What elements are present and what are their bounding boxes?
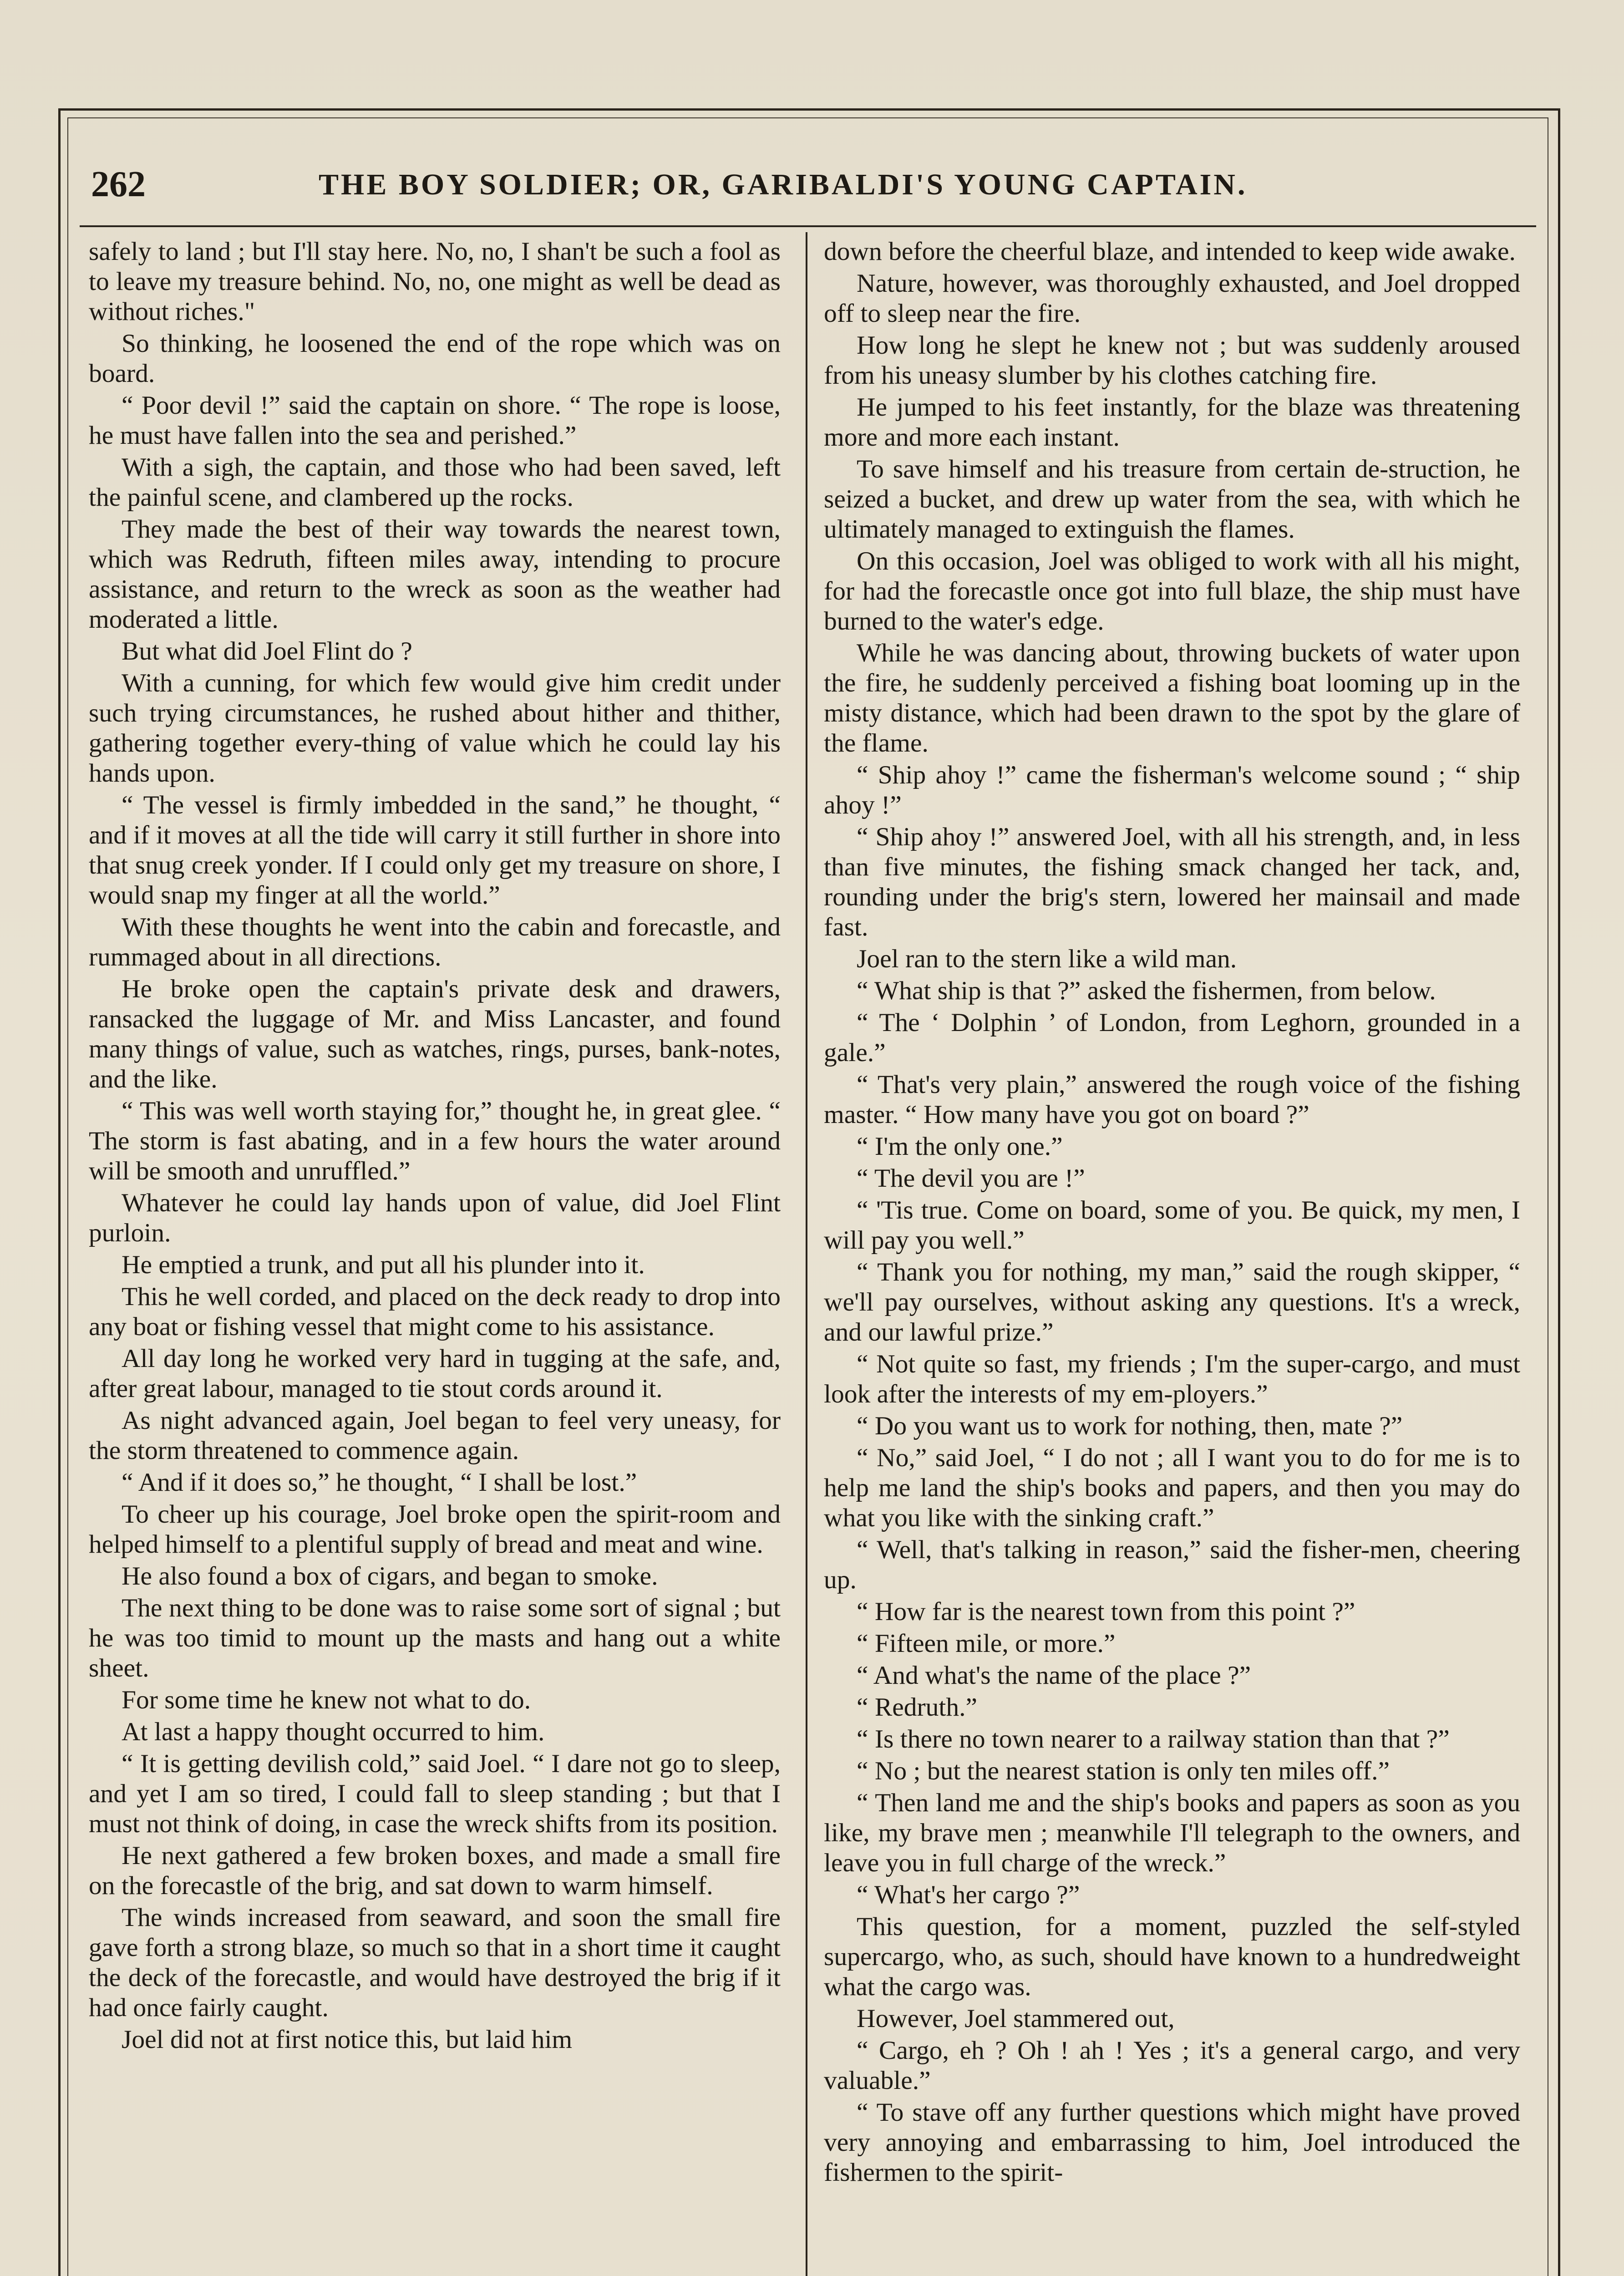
- paragraph: But what did Joel Flint do ?: [122, 637, 412, 666]
- paragraph: Joel did not at first notice this, but laid him: [122, 2025, 573, 2054]
- paragraph: To save himself and his treasure from certain de-struction, he seized a bucket, and drew up water from the sea, with which he ultimately managed to extinguish the flames.: [824, 455, 1520, 544]
- paragraph: “ Thank you for nothing, my man,” said the rough skipper, “ we'll pay ourselves, without asking any questions. It's a wreck, and our lawful prize.”: [824, 1258, 1520, 1346]
- paragraph: down before the cheerful blaze, and intended to keep wide awake.: [824, 237, 1516, 266]
- paragraph: How long he slept he knew not ; but was suddenly aroused from his uneasy slumber by his clothes catching fire.: [824, 331, 1520, 390]
- paragraph: “ Poor devil !” said the captain on shore. “ The rope is loose, he must have fallen into the sea and perished.”: [89, 391, 781, 450]
- paragraph: This he well corded, and placed on the deck ready to drop into any boat or fishing vessel that might come to his assistance.: [89, 1282, 781, 1341]
- paragraph: “ I'm the only one.”: [857, 1132, 1063, 1161]
- running-title: THE BOY SOLDIER; OR, GARIBALDI'S YOUNG CAPTAIN.: [319, 168, 1248, 201]
- paragraph: “ No ; but the nearest station is only ten miles off.”: [857, 1757, 1390, 1785]
- paragraph: At last a happy thought occurred to him.: [122, 1717, 545, 1746]
- paragraph: “ Well, that's talking in reason,” said the fisher-men, cheering up.: [824, 1535, 1520, 1594]
- paragraph: “ The vessel is firmly imbedded in the sand,” he thought, “ and if it moves at all the tide will carry it still further in shore into that snug creek yonder. If I could only get my treasure on shore, I would snap my finger at all the world.”: [89, 791, 781, 909]
- paragraph: “ Fifteen mile, or more.”: [857, 1629, 1116, 1658]
- paragraph: “ 'Tis true. Come on board, some of you. Be quick, my men, I will pay you well.”: [824, 1196, 1520, 1255]
- paragraph: However, Joel stammered out,: [857, 2004, 1175, 2033]
- paragraph: “ Then land me and the ship's books and papers as soon as you like, my brave men ; meanwhile I'll telegraph to the owners, and leave you in full charge of the wreck.”: [824, 1788, 1520, 1877]
- paragraph: “ How far is the nearest town from this point ?”: [857, 1597, 1355, 1626]
- paragraph: While he was dancing about, throwing buckets of water upon the fire, he suddenly perceived a fishing boat looming up in the misty distance, which had been drawn to the spot by the glare of the flame.: [824, 639, 1520, 757]
- paragraph: He jumped to his feet instantly, for the blaze was threatening more and more each instant.: [824, 393, 1520, 452]
- paragraph: Nature, however, was thoroughly exhausted, and Joel dropped off to sleep near the fire.: [824, 269, 1520, 328]
- paragraph: The next thing to be done was to raise some sort of signal ; but he was too timid to mount up the masts and hang out a white sheet.: [89, 1594, 781, 1682]
- paragraph: “ And if it does so,” he thought, “ I shall be lost.”: [122, 1468, 637, 1497]
- paragraph: He emptied a trunk, and put all his plunder into it.: [122, 1250, 645, 1279]
- paragraph: Whatever he could lay hands upon of value, did Joel Flint purloin.: [89, 1189, 781, 1247]
- paragraph: “ Ship ahoy !” answered Joel, with all his strength, and, in less than five minutes, the fishing smack changed her tack, and, rounding under the brig's stern, lowered her mainsail and made fast.: [824, 823, 1520, 941]
- paragraph: He broke open the captain's private desk and drawers, ransacked the luggage of Mr. and Miss Lancaster, and found many things of value, such as watches, rings, purses, bank-notes, and the like.: [89, 975, 781, 1093]
- paragraph: “ Do you want us to work for nothing, then, mate ?”: [857, 1412, 1403, 1440]
- paragraph: On this occasion, Joel was obliged to work with all his might, for had the forecastle once got into full blaze, the ship must have burned to the water's edge.: [824, 547, 1520, 635]
- column-divider: [806, 232, 807, 2276]
- paragraph: “ The ‘ Dolphin ’ of London, from Leghorn, grounded in a gale.”: [824, 1008, 1520, 1067]
- paragraph: “ No,” said Joel, “ I do not ; all I want you to do for me is to help me land the ship's books and papers, and then you may do what you like with the sinking craft.”: [824, 1443, 1520, 1532]
- paragraph: With these thoughts he went into the cabin and forecastle, and rummaged about in all directions.: [89, 913, 781, 971]
- paragraph: He also found a box of cigars, and began to smoke.: [122, 1562, 658, 1590]
- paragraph: He next gathered a few broken boxes, and made a small fire on the forecastle of the brig, and sat down to warm himself.: [89, 1841, 781, 1900]
- paragraph: “ Cargo, eh ? Oh ! ah ! Yes ; it's a general cargo, and very valuable.”: [824, 2036, 1520, 2095]
- paragraph: “ Not quite so fast, my friends ; I'm the super-cargo, and must look after the interests of my em-ployers.”: [824, 1350, 1520, 1408]
- paragraph: This question, for a moment, puzzled the self-styled supercargo, who, as such, should have known to a hundredweight what the cargo was.: [824, 1912, 1520, 2001]
- paragraph: “ To stave off any further questions which might have proved very annoying and embarrassing to him, Joel introduced the fishermen to the spirit-: [824, 2098, 1520, 2187]
- paragraph: As night advanced again, Joel began to feel very uneasy, for the storm threatened to commence again.: [89, 1406, 781, 1465]
- paragraph: “ What's her cargo ?”: [857, 1880, 1080, 1909]
- paragraph: All day long he worked very hard in tugging at the safe, and, after great labour, managed to tie stout cords around it.: [89, 1344, 781, 1403]
- paragraph: For some time he knew not what to do.: [122, 1686, 531, 1714]
- paragraph: They made the best of their way towards the nearest town, which was Redruth, fifteen miles away, intending to procure assistance, and return to the wreck as soon as the weather had moderated a little.: [89, 515, 781, 634]
- paragraph: With a sigh, the captain, and those who had been saved, left the painful scene, and clambered up the rocks.: [89, 453, 781, 512]
- paragraph: “ It is getting devilish cold,” said Joel. “ I dare not go to sleep, and yet I am so tired, I could fall to sleep standing ; but that I must not think of doing, in case the wreck shifts from its position.: [89, 1749, 781, 1838]
- paragraph: “ This was well worth staying for,” thought he, in great glee. “ The storm is fast abating, and in a few hours the water around will be smooth and unruffled.”: [89, 1097, 781, 1185]
- header-rule: [80, 225, 1536, 227]
- left-text-column: [89, 237, 781, 2276]
- right-text-column: [824, 237, 1520, 2276]
- paragraph: Joel ran to the stern like a wild man.: [857, 945, 1237, 973]
- paragraph: “ What ship is that ?” asked the fishermen, from below.: [857, 976, 1436, 1005]
- page-number: 262: [91, 164, 146, 204]
- paragraph: To cheer up his courage, Joel broke open the spirit-room and helped himself to a plentiful supply of bread and meat and wine.: [89, 1500, 781, 1559]
- paragraph: So thinking, he loosened the end of the rope which was on board.: [89, 329, 781, 388]
- paragraph: The winds increased from seaward, and soon the small fire gave forth a strong blaze, so much so that in a short time it caught the deck of the forecastle, and would have destroyed the brig if it had once fairly caught.: [89, 1903, 781, 2022]
- paragraph: safely to land ; but I'll stay here. No, no, I shan't be such a fool as to leave my treasure behind. No, no, one might as well be dead as without riches.": [89, 237, 781, 326]
- paragraph: “ And what's the name of the place ?”: [857, 1661, 1251, 1690]
- running-head: [91, 164, 1538, 218]
- paragraph: “ Redruth.”: [857, 1693, 978, 1722]
- paragraph: “ That's very plain,” answered the rough voice of the fishing master. “ How many have you got on board ?”: [824, 1070, 1520, 1129]
- paragraph: “ Is there no town nearer to a railway station than that ?”: [857, 1725, 1450, 1753]
- paragraph: With a cunning, for which few would give him credit under such trying circumstances, he rushed about hither and thither, gathering together every-thing of value which he could lay his hands upon.: [89, 669, 781, 787]
- paragraph: “ The devil you are !”: [857, 1164, 1085, 1193]
- paragraph: “ Ship ahoy !” came the fisherman's welcome sound ; “ ship ahoy !”: [824, 761, 1520, 819]
